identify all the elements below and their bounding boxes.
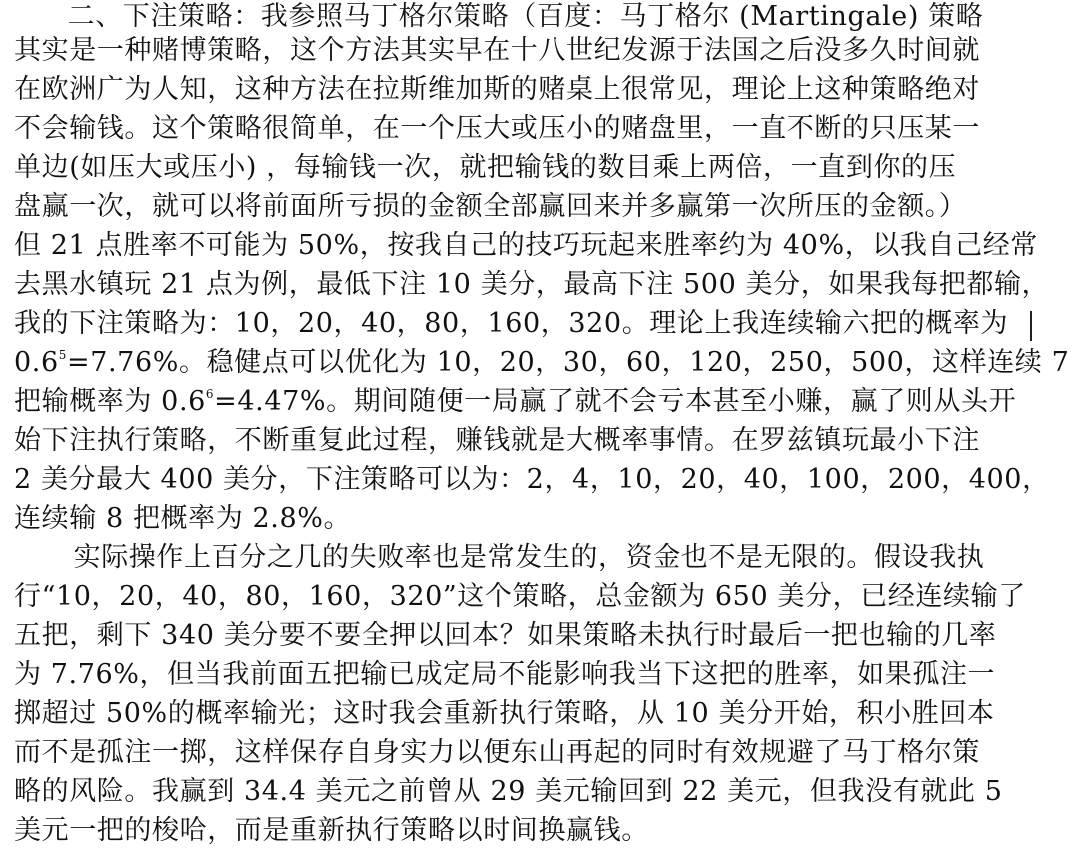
text-line: 行“10，20，40，80，160，320”这个策略，总金额为 650 美分，已经连续输了 xyxy=(14,581,1026,612)
text-line: 始下注执行策略，不断重复此过程，赚钱就是大概率事情。在罗兹镇玩最小下注 xyxy=(14,425,980,456)
text-line: 二、下注策略：我参照马丁格尔策略（百度：马丁格尔 (Martingale) 策略 xyxy=(40,1,984,32)
text-line: 我的下注策略为：10，20，40，80，160，320。理论上我连续输六把的概率为 xyxy=(14,308,1009,339)
text-line: 掷超过 50%的概率输光；这时我会重新执行策略，从 10 美分开始，积小胜回本 xyxy=(14,698,995,729)
text-line: 不会输钱。这个策略很简单，在一个压大或压小的赌盘里，一直不断的只压某一 xyxy=(14,113,980,144)
text-line xyxy=(14,345,1069,381)
text-line: 其实是一种赌博策略，这个方法其实早在十八世纪发源于法国之后没多久时间就 xyxy=(14,35,980,66)
text-line: 去黑水镇玩 21 点为例，最低下注 10 美分，最高下注 500 美分，如果我每把都输， xyxy=(14,269,1050,300)
text-line: 连续输 8 把概率为 2.8%。 xyxy=(14,503,352,534)
text-line: 为 7.76%，但当我前面五把输已成定局不能影响我当下这把的胜率，如果孤注一 xyxy=(14,659,996,690)
exponent: 6 xyxy=(205,387,215,401)
text-fragment: =4.47%。期间随便一局赢了就不会亏本甚至小赚，赢了则从头开 xyxy=(214,386,1017,417)
text-fragment: =7.76%。稳健点可以优化为 10，20，30，60，120，250，500，这样连续 7 xyxy=(67,347,1070,378)
text-line: 盘赢一次，就可以将前面所亏损的金额全部赢回来并多赢第一次所压的金额。） xyxy=(14,191,967,222)
text-fragment: 0.6 xyxy=(14,347,59,378)
text-line: 而不是孤注一掷，这样保存自身实力以便东山再起的同时有效规避了马丁格尔策 xyxy=(14,737,980,768)
text-cursor xyxy=(1030,311,1032,341)
text-line: 但 21 点胜率不可能为 50%，按我自己的技巧玩起来胜率约为 40%，以我自己经常 xyxy=(14,230,1038,261)
text-line: 单边(如压大或压小) ，每输钱一次，就把输钱的数目乘上两倍，一直到你的压 xyxy=(14,152,957,183)
text-line: 2 美分最大 400 美分，下注策略可以为：2，4，10，20，40，100，200，400， xyxy=(14,464,1050,495)
text-line xyxy=(14,384,1016,420)
text-fragment: 把输概率为 0.6 xyxy=(14,386,206,417)
text-line: 略的风险。我赢到 34.4 美元之前曾从 29 美元输回到 22 美元，但我没有就此 5 xyxy=(14,776,1003,807)
text-line: 实际操作上百分之几的失败率也是常发生的，资金也不是无限的。假设我执 xyxy=(46,542,985,573)
text-line: 在欧洲广为人知，这种方法在拉斯维加斯的赌桌上很常见，理论上这种策略绝对 xyxy=(14,74,980,105)
exponent: 5 xyxy=(58,348,67,362)
text-line: 美元一把的梭哈，而是重新执行策略以时间换赢钱。 xyxy=(14,815,649,846)
text-line: 五把，剩下 340 美分要不要全押以回本？如果策略未执行时最后一把也输的几率 xyxy=(14,620,997,651)
